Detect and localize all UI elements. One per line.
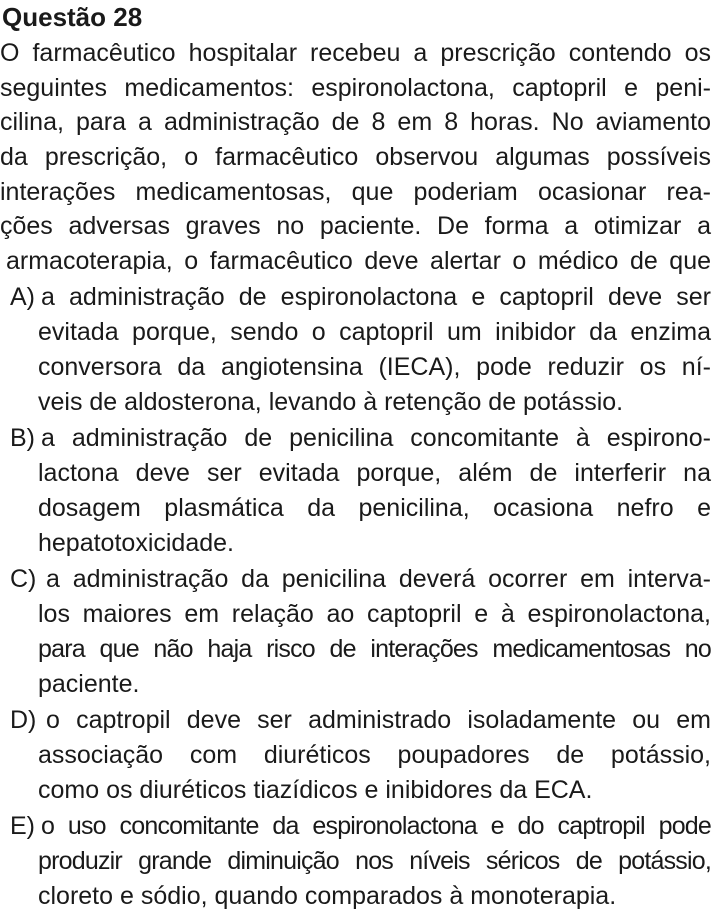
option-c-line: los maiores em relação ao captopril e à espironolactona, bbox=[38, 600, 711, 628]
option-b-line: hepatotoxicidade. bbox=[38, 529, 234, 557]
option-e-letter: E) bbox=[10, 812, 35, 840]
option-a-line: evitada porque, sendo o captopril um inibidor da enzima bbox=[38, 318, 711, 346]
option-b-line: lactona deve ser evitada porque, além de interferir na bbox=[38, 459, 711, 487]
option-d-letter: D) bbox=[10, 706, 37, 734]
question-title: Questão 28 bbox=[2, 2, 143, 32]
option-c-line: paciente. bbox=[38, 670, 140, 698]
stem-line: O farmacêutico hospitalar recebeu a prescrição contendo os bbox=[0, 39, 711, 67]
option-a-line: a administração de espironolactona e captopril deve ser bbox=[41, 283, 711, 311]
option-e-line: o uso concomitante da espironolactona e do captropil pode bbox=[41, 812, 711, 840]
option-d-line: o captropil deve ser administrado isoladamente ou em bbox=[46, 706, 711, 734]
stem-line: cilina, para a administração de 8 em 8 horas. No aviamento bbox=[0, 108, 711, 136]
stem-line: interações medicamentosas, que poderiam ocasionar rea- bbox=[0, 178, 711, 206]
option-b-line: a administração de penicilina concomitante à espirono- bbox=[41, 424, 711, 452]
option-e-line: cloreto e sódio, quando comparados à monoterapia. bbox=[38, 882, 617, 910]
option-d-line: associação com diuréticos poupadores de potássio, bbox=[38, 741, 711, 769]
option-a-letter: A) bbox=[10, 283, 35, 311]
option-c-letter: C) bbox=[10, 565, 37, 593]
option-c-line: a administração da penicilina deverá ocorrer em interva- bbox=[46, 565, 711, 593]
option-e-line: produzir grande diminuição nos níveis séricos de potássio, bbox=[38, 847, 711, 875]
stem-line: da prescrição, o farmacêutico observou algumas possíveis bbox=[0, 143, 711, 171]
option-a-line: veis de aldosterona, levando à retenção de potássio. bbox=[38, 388, 624, 416]
stem-line: ções adversas graves no paciente. De forma a otimizar a bbox=[0, 212, 711, 240]
option-b-letter: B) bbox=[10, 424, 35, 452]
stem-line: seguintes medicamentos: espironolactona, captopril e peni- bbox=[0, 74, 711, 102]
option-c-line: para que não haja risco de interações medicamentosas no bbox=[38, 635, 711, 663]
option-d-line: como os diuréticos tiazídicos e inibidores da ECA. bbox=[38, 776, 593, 804]
option-a-line: conversora da angiotensina (IECA), pode reduzir os ní- bbox=[38, 353, 711, 381]
option-b-line: dosagem plasmática da penicilina, ocasiona nefro e bbox=[38, 494, 711, 522]
stem-line: armacoterapia, o farmacêutico deve alertar o médico de que bbox=[6, 247, 711, 275]
